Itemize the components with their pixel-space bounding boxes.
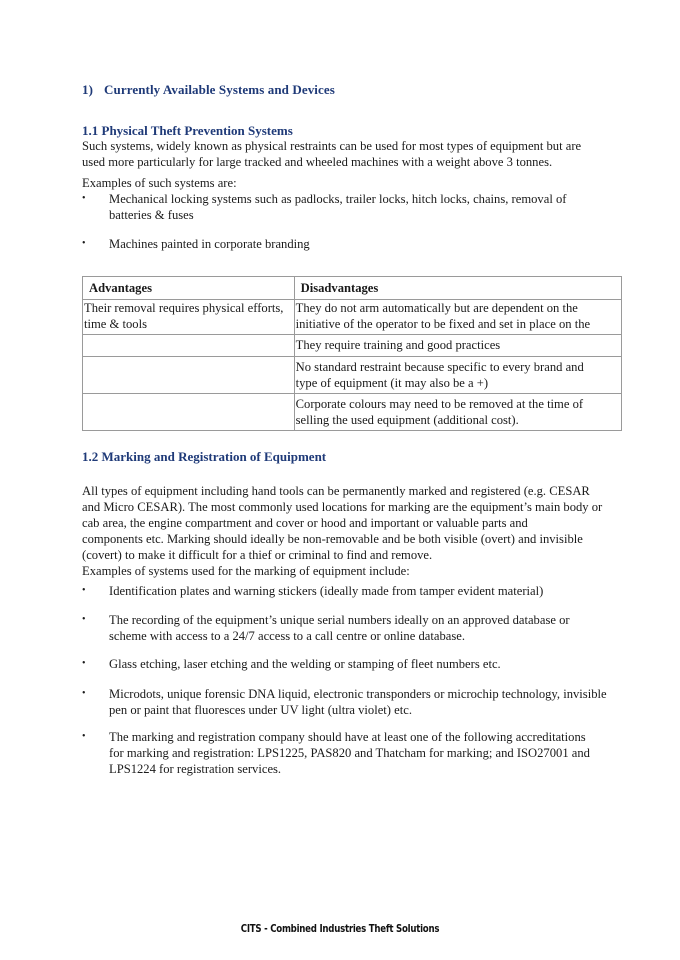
cell-line: time & tools: [84, 317, 147, 331]
cell-line: Their removal requires physical efforts,: [84, 301, 284, 315]
paragraph-line: and Micro CESAR). The most commonly used locations for marking are the equipment’s main body or: [82, 500, 603, 514]
cell-line: initiative of the operator to be fixed and set in place on the: [295, 317, 591, 331]
section-1-2-paragraph: [82, 483, 627, 579]
bullet-icon: •: [82, 731, 86, 742]
advantages-disadvantages-table: [82, 276, 622, 431]
advantage-cell: [83, 357, 295, 394]
section-1-heading: [82, 82, 335, 98]
bullet-icon: •: [82, 688, 86, 699]
section-1-1-heading: 1.1 Physical Theft Prevention Systems: [82, 123, 293, 138]
paragraph-line: (covert) to make it difficult for a thief or criminal to find and remove.: [82, 548, 433, 562]
table-row: [83, 394, 622, 431]
table-row: [83, 300, 622, 335]
section-1-1-intro: [82, 138, 627, 170]
examples-label: Examples of such systems are:: [82, 176, 237, 190]
list-item-text: pen or paint that fluoresces under UV light (ultra violet) etc.: [109, 703, 412, 717]
bullet-icon: •: [82, 193, 86, 204]
bullet-icon: •: [82, 585, 86, 596]
cell-line: Corporate colours may need to be removed at the time of: [295, 397, 584, 411]
paragraph-line: Examples of systems used for the marking of equipment include:: [82, 564, 410, 578]
list-item-text: Mechanical locking systems such as padlocks, trailer locks, hitch locks, chains, removal of: [109, 192, 567, 206]
cell-line: type of equipment (it may also be a +): [295, 376, 489, 390]
list-item-text: Glass etching, laser etching and the welding or stamping of fleet numbers etc.: [109, 657, 501, 671]
cell-line: selling the used equipment (additional cost).: [295, 413, 519, 427]
list-item-text: scheme with access to a 24/7 access to a call centre or online database.: [109, 629, 465, 643]
paragraph-line: components etc. Marking should ideally be non-removable and be both visible (overt) and invisible: [82, 532, 583, 546]
column-header-advantages: Advantages: [83, 277, 295, 300]
bullet-icon: •: [82, 614, 86, 625]
list-item-text: LPS1224 for registration services.: [109, 762, 282, 776]
advantage-cell: [83, 394, 295, 431]
disadvantage-cell: [294, 335, 621, 357]
list-item-text: The recording of the equipment’s unique serial numbers ideally on an approved database or: [109, 613, 570, 627]
intro-line: used more particularly for large tracked and wheeled machines with a weight above 3 tonnes.: [82, 155, 553, 169]
table-header-row: [83, 277, 622, 300]
list-item-text: Microdots, unique forensic DNA liquid, electronic transponders or microchip technology, invisible: [109, 687, 607, 701]
bullet-icon: •: [82, 238, 86, 249]
section-1-number: 1): [82, 82, 94, 97]
list-item-text: Machines painted in corporate branding: [109, 237, 310, 251]
advantage-cell: [83, 300, 295, 335]
disadvantage-cell: [294, 300, 621, 335]
list-item-text: for marking and registration: LPS1225, PAS820 and Thatcham for marking; and ISO27001 and: [109, 746, 590, 760]
paragraph-line: cab area, the engine compartment and cover or hood and important or valuable parts and: [82, 516, 528, 530]
bullet-icon: •: [82, 658, 86, 669]
list-item-text: Identification plates and warning stickers (ideally made from tamper evident material): [109, 584, 544, 598]
disadvantage-cell: [294, 394, 621, 431]
column-header-disadvantages: Disadvantages: [294, 277, 621, 300]
list-item-text: The marking and registration company should have at least one of the following accreditations: [109, 730, 586, 744]
advantage-cell: [83, 335, 295, 357]
intro-line: Such systems, widely known as physical restraints can be used for most types of equipment but are: [82, 139, 582, 153]
section-1-title: Currently Available Systems and Devices: [104, 82, 335, 97]
section-1-2-heading: 1.2 Marking and Registration of Equipment: [82, 449, 327, 464]
paragraph-line: All types of equipment including hand tools can be permanently marked and registered (e.g. CESAR: [82, 484, 590, 498]
table-row: [83, 335, 622, 357]
table-row: [83, 357, 622, 394]
page-footer: CITS - Combined Industries Theft Solutions: [240, 923, 440, 935]
cell-line: They require training and good practices: [295, 338, 501, 352]
list-item-text: batteries & fuses: [109, 208, 194, 222]
cell-line: They do not arm automatically but are dependent on the: [295, 301, 578, 315]
disadvantage-cell: [294, 357, 621, 394]
cell-line: No standard restraint because specific to every brand and: [295, 360, 584, 374]
